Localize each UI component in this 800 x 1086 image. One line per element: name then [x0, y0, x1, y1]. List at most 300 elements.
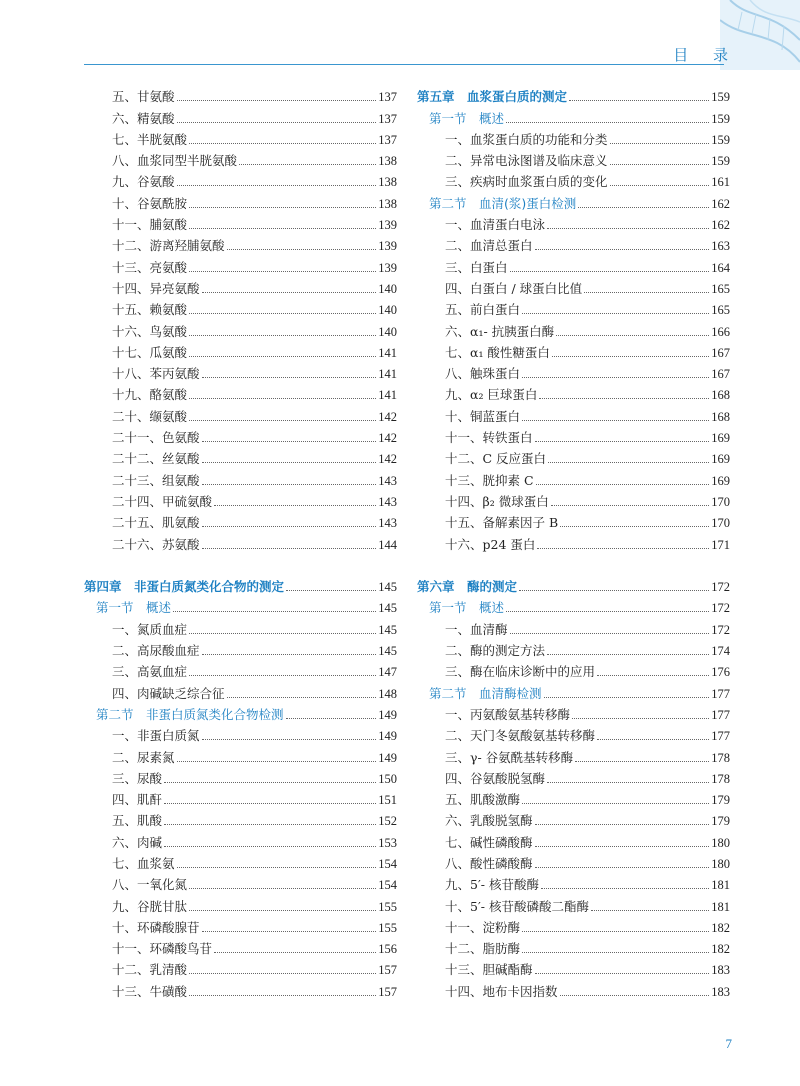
toc-item-row[interactable] [417, 616, 730, 637]
toc-page-number: 161 [711, 175, 730, 190]
toc-chapter-row[interactable] [84, 574, 397, 595]
toc-item-row[interactable] [417, 893, 730, 914]
toc-leader-dots [575, 761, 709, 762]
toc-item-row[interactable] [417, 297, 730, 318]
toc-page-number: 177 [711, 686, 730, 701]
toc-item-row[interactable] [84, 659, 397, 680]
toc-item-row[interactable] [84, 638, 397, 659]
toc-page-number: 167 [711, 345, 730, 360]
toc-leader-dots [227, 249, 377, 250]
toc-leader-dots [536, 484, 710, 485]
toc-entry-label: 十二、乳清酸 [112, 962, 188, 978]
toc-leader-dots [535, 249, 710, 250]
toc-leader-dots [572, 718, 709, 719]
toc-item-row[interactable] [84, 851, 397, 872]
toc-page-number: 183 [711, 984, 730, 999]
toc-entry-label: 一、丙氨酸氨基转移酶 [445, 706, 571, 722]
toc-leader-dots [202, 931, 377, 932]
toc-page-number: 168 [711, 409, 730, 424]
toc-entry-label: 九、α₂ 巨球蛋白 [445, 387, 538, 403]
toc-entry-label: 十九、酪氨酸 [112, 387, 188, 403]
toc-leader-dots [610, 143, 710, 144]
toc-item-row[interactable] [84, 127, 397, 148]
toc-leader-dots [189, 207, 376, 208]
toc-page-number: 179 [711, 814, 730, 829]
toc-entry-label: 四、肉碱缺乏综合征 [112, 685, 225, 701]
toc-page-number: 145 [378, 622, 397, 637]
toc-entry-label: 九、谷胱甘肽 [112, 898, 188, 914]
toc-page-number: 169 [711, 431, 730, 446]
toc-leader-dots [177, 867, 377, 868]
toc-leader-dots [286, 718, 377, 719]
toc-item-row[interactable] [84, 190, 397, 211]
toc-spacer [84, 553, 397, 574]
toc-page-number: 162 [711, 196, 730, 211]
toc-page-number: 155 [378, 899, 397, 914]
toc-leader-dots [214, 952, 376, 953]
toc-page-number: 152 [378, 814, 397, 829]
toc-leader-dots [569, 100, 709, 101]
toc-entry-label: 二十三、组氨酸 [112, 472, 200, 488]
toc-leader-dots [189, 888, 376, 889]
page-number: 7 [725, 1036, 732, 1051]
toc-leader-dots [202, 441, 377, 442]
toc-leader-dots [177, 761, 377, 762]
toc-item-row[interactable] [84, 425, 397, 446]
toc-leader-dots [547, 228, 709, 229]
toc-leader-dots [173, 611, 376, 612]
toc-page-number: 141 [378, 388, 397, 403]
toc-entry-label: 十四、异亮氨酸 [112, 280, 200, 296]
toc-entry-label: 三、酶在临床诊断中的应用 [445, 664, 596, 680]
toc-page-number: 145 [378, 601, 397, 616]
toc-leader-dots [286, 590, 376, 591]
toc-entry-label: 二十五、肌氨酸 [112, 515, 200, 531]
toc-item-row[interactable] [84, 787, 397, 808]
toc-item-row[interactable] [417, 978, 730, 999]
toc-page-number: 140 [378, 324, 397, 339]
toc-item-row[interactable] [84, 361, 397, 382]
toc-item-row[interactable] [417, 915, 730, 936]
toc-leader-dots [560, 995, 710, 996]
toc-page-number: 178 [711, 771, 730, 786]
toc-leader-dots [537, 548, 709, 549]
toc-item-row[interactable] [84, 276, 397, 297]
toc-item-row[interactable] [84, 531, 397, 552]
toc-item-row[interactable] [84, 446, 397, 467]
toc-entry-label: 八、触珠蛋白 [445, 366, 521, 382]
toc-item-row[interactable] [417, 702, 730, 723]
toc-item-row[interactable] [417, 212, 730, 233]
toc-page-number: 174 [711, 644, 730, 659]
toc-page-number: 137 [378, 90, 397, 105]
toc-page-number: 168 [711, 388, 730, 403]
toc-page-number: 172 [711, 601, 730, 616]
toc-item-row[interactable] [417, 318, 730, 339]
toc-page-number: 172 [711, 622, 730, 637]
toc-entry-label: 十八、苯丙氨酸 [112, 366, 200, 382]
toc-item-row[interactable] [84, 744, 397, 765]
toc-page-number: 164 [711, 260, 730, 275]
toc-leader-dots [202, 739, 377, 740]
toc-page-number: 139 [378, 239, 397, 254]
toc-page-number: 143 [378, 494, 397, 509]
toc-entry-label: 六、乳酸脱氢酶 [445, 813, 533, 829]
toc-entry-label: 二、天门冬氨酸氨基转移酶 [445, 728, 596, 744]
toc-leader-dots [539, 398, 709, 399]
toc-entry-label: 十三、牛磺酸 [112, 983, 188, 999]
toc-item-row[interactable] [417, 382, 730, 403]
toc-entry-label: 二十、缬氨酸 [112, 408, 188, 424]
toc-page-number: 145 [378, 580, 397, 595]
toc-leader-dots [177, 122, 377, 123]
toc-item-row[interactable] [417, 403, 730, 424]
toc-item-row[interactable] [417, 169, 730, 190]
toc-page-number: 181 [711, 899, 730, 914]
toc-page-number: 177 [711, 707, 730, 722]
toc-entry-label: 十一、环磷酸鸟苷 [112, 941, 213, 957]
toc-leader-dots [189, 910, 376, 911]
toc-page-number: 140 [378, 281, 397, 296]
toc-leader-dots [239, 164, 376, 165]
toc-entry-label: 六、精氨酸 [112, 110, 175, 126]
toc-entry-label: 三、尿酸 [112, 770, 163, 786]
toc-page-number: 142 [378, 452, 397, 467]
toc-entry-label: 十一、脯氨酸 [112, 217, 188, 233]
toc-item-row[interactable] [84, 148, 397, 169]
toc-leader-dots [189, 335, 376, 336]
toc-item-row[interactable] [417, 872, 730, 893]
toc-leader-dots [510, 633, 710, 634]
toc-entry-label: 十七、瓜氨酸 [112, 344, 188, 360]
toc-leader-dots [552, 356, 709, 357]
toc-page-number: 171 [711, 537, 730, 552]
toc-page-number: 169 [711, 473, 730, 488]
toc-item-row[interactable] [417, 340, 730, 361]
toc-item-row[interactable] [84, 957, 397, 978]
toc-entry-label: 一、血清酶 [445, 621, 508, 637]
toc-page-number: 137 [378, 132, 397, 147]
toc-entry-label: 二、异常电泳图谱及临床意义 [445, 153, 608, 169]
toc-entry-label: 第一节 概述 [96, 600, 172, 616]
toc-entry-label: 第一节 概述 [429, 600, 505, 616]
toc-item-row[interactable] [417, 510, 730, 531]
toc-item-row[interactable] [417, 808, 730, 829]
toc-leader-dots [522, 377, 709, 378]
toc-entry-label: 十二、C 反应蛋白 [445, 451, 547, 467]
toc-entry-label: 二十四、甲硫氨酸 [112, 493, 213, 509]
toc-entry-label: 十三、亮氨酸 [112, 259, 188, 275]
toc-page-number: 157 [378, 984, 397, 999]
toc-entry-label: 十三、胱抑素 C [445, 472, 534, 488]
toc-entry-label: 六、肉碱 [112, 834, 163, 850]
toc-page-number: 142 [378, 431, 397, 446]
toc-item-row[interactable] [417, 254, 730, 275]
toc-leader-dots [189, 271, 376, 272]
toc-entry-label: 十四、地布卡因指数 [445, 983, 558, 999]
toc-entry-label: 六、α₁- 抗胰蛋白酶 [445, 323, 555, 339]
toc-page-number: 138 [378, 154, 397, 169]
toc-entry-label: 九、5′- 核苷酸酶 [445, 877, 539, 893]
toc-entry-label: 一、氮质血症 [112, 621, 188, 637]
toc-leader-dots [522, 313, 709, 314]
toc-entry-label: 三、γ- 谷氨酰基转移酶 [445, 749, 574, 765]
toc-item-row[interactable] [417, 787, 730, 808]
toc-entry-label: 七、血浆氨 [112, 855, 175, 871]
toc-item-row[interactable] [84, 254, 397, 275]
toc-section-row[interactable] [417, 105, 730, 126]
toc-item-row[interactable] [84, 467, 397, 488]
running-header-title: 目 录 [673, 46, 738, 64]
toc-item-row[interactable] [84, 489, 397, 510]
toc-page-number: 179 [711, 793, 730, 808]
toc-leader-dots [164, 824, 376, 825]
toc-leader-dots [522, 420, 709, 421]
toc-page-number: 180 [711, 835, 730, 850]
toc-entry-label: 三、白蛋白 [445, 259, 508, 275]
toc-item-row[interactable] [417, 276, 730, 297]
toc-item-row[interactable] [417, 489, 730, 510]
toc-item-row[interactable] [84, 340, 397, 361]
toc-item-row[interactable] [84, 318, 397, 339]
toc-entry-label: 七、碱性磷酸酶 [445, 834, 533, 850]
toc-item-row[interactable] [417, 957, 730, 978]
toc-leader-dots [189, 313, 376, 314]
toc-entry-label: 十、谷氨酰胺 [112, 195, 188, 211]
toc-leader-dots [202, 484, 377, 485]
toc-entry-label: 十一、转铁蛋白 [445, 430, 533, 446]
toc-item-row[interactable] [84, 915, 397, 936]
toc-item-row[interactable] [84, 233, 397, 254]
toc-item-row[interactable] [417, 829, 730, 850]
toc-leader-dots [177, 185, 377, 186]
toc-item-row[interactable] [84, 212, 397, 233]
toc-page-number: 181 [711, 878, 730, 893]
toc-page-number: 145 [378, 644, 397, 659]
toc-entry-label: 八、酸性磷酸酶 [445, 855, 533, 871]
toc-entry-label: 七、半胱氨酸 [112, 131, 188, 147]
toc-entry-label: 二、高尿酸血症 [112, 643, 200, 659]
toc-entry-label: 五、肌酸激酶 [445, 792, 521, 808]
toc-page-number: 159 [711, 90, 730, 105]
toc-leader-dots [164, 782, 376, 783]
toc-entry-label: 第一节 概述 [429, 110, 505, 126]
toc-entry-label: 四、白蛋白 / 球蛋白比值 [445, 280, 583, 296]
toc-entry-label: 十二、脂肪酶 [445, 941, 521, 957]
toc-entry-label: 十五、赖氨酸 [112, 302, 188, 318]
toc-entry-label: 十六、p24 蛋白 [445, 536, 536, 552]
toc-page-number: 144 [378, 537, 397, 552]
toc-page-number: 162 [711, 218, 730, 233]
toc-leader-dots [189, 143, 376, 144]
toc-item-row[interactable] [417, 531, 730, 552]
toc-page-number: 147 [378, 665, 397, 680]
toc-leader-dots [164, 846, 376, 847]
toc-section-row[interactable] [417, 595, 730, 616]
toc-entry-label: 十二、游离羟脯氨酸 [112, 238, 225, 254]
toc-leader-dots [535, 441, 710, 442]
toc-item-row[interactable] [417, 446, 730, 467]
toc-leader-dots [578, 207, 709, 208]
toc-leader-dots [189, 420, 376, 421]
toc-item-row[interactable] [84, 403, 397, 424]
toc-page-number: 159 [711, 154, 730, 169]
toc-entry-label: 五、甘氨酸 [112, 89, 175, 105]
toc-page-number: 166 [711, 324, 730, 339]
toc-leader-dots [189, 398, 376, 399]
toc-page-number: 143 [378, 473, 397, 488]
toc-leader-dots [202, 548, 377, 549]
toc-entry-label: 十、5′- 核苷酸磷酸二酯酶 [445, 898, 589, 914]
toc-leader-dots [202, 654, 377, 655]
toc-item-row[interactable] [84, 723, 397, 744]
toc-entry-label: 三、高氨血症 [112, 664, 188, 680]
toc-leader-dots [522, 803, 709, 804]
toc-page-number: 149 [378, 707, 397, 722]
toc-page-number: 149 [378, 729, 397, 744]
toc-item-row[interactable] [417, 127, 730, 148]
toc-leader-dots [202, 292, 377, 293]
toc-leader-dots [551, 505, 710, 506]
toc-left-column [84, 84, 397, 1000]
toc-page-number: 159 [711, 132, 730, 147]
toc-leader-dots [164, 803, 376, 804]
toc-leader-dots [189, 633, 376, 634]
toc-entry-label: 十五、备解素因子 B [445, 515, 559, 531]
toc-entry-label: 十、环磷酸腺苷 [112, 919, 200, 935]
toc-item-row[interactable] [84, 297, 397, 318]
toc-item-row[interactable] [417, 851, 730, 872]
toc-page-number: 141 [378, 345, 397, 360]
toc-leader-dots [227, 697, 377, 698]
toc-item-row[interactable] [417, 638, 730, 659]
toc-item-row[interactable] [84, 829, 397, 850]
toc-entry-label: 十四、β₂ 微球蛋白 [445, 493, 549, 509]
toc-leader-dots [535, 867, 710, 868]
toc-page-number: 170 [711, 516, 730, 531]
toc-chapter-row[interactable] [417, 574, 730, 595]
toc-entry-label: 二、酶的测定方法 [445, 643, 546, 659]
toc-item-row[interactable] [84, 169, 397, 190]
toc-entry-label: 第四章 非蛋白质氮类化合物的测定 [84, 579, 285, 595]
toc-entry-label: 十一、淀粉酶 [445, 919, 521, 935]
toc-item-row[interactable] [84, 510, 397, 531]
toc-page-number: 154 [378, 878, 397, 893]
toc-leader-dots [584, 292, 709, 293]
toc-leader-dots [535, 973, 710, 974]
toc-leader-dots [202, 377, 377, 378]
toc-page-number: 138 [378, 175, 397, 190]
toc-entry-label: 第二节 血清(浆)蛋白检测 [429, 195, 577, 211]
toc-entry-label: 十三、胆碱酯酶 [445, 962, 533, 978]
toc-entry-label: 一、非蛋白质氮 [112, 728, 200, 744]
toc-page-number: 154 [378, 856, 397, 871]
toc-section-row[interactable] [84, 595, 397, 616]
toc-item-row[interactable] [417, 723, 730, 744]
toc-section-row[interactable] [84, 702, 397, 723]
toc-section-row[interactable] [417, 680, 730, 701]
toc-page-number: 182 [711, 920, 730, 935]
toc-page-number: 138 [378, 196, 397, 211]
toc-item-row[interactable] [417, 361, 730, 382]
toc-page-number: 165 [711, 281, 730, 296]
toc-page-number: 170 [711, 494, 730, 509]
toc-entry-label: 八、一氧化氮 [112, 877, 188, 893]
toc-page-number: 176 [711, 665, 730, 680]
toc-page-number: 172 [711, 580, 730, 595]
toc-entry-label: 四、肌酐 [112, 792, 163, 808]
toc-item-row[interactable] [84, 766, 397, 787]
toc-item-row[interactable] [84, 872, 397, 893]
toc-leader-dots [522, 952, 709, 953]
toc-page-number: 143 [378, 516, 397, 531]
toc-entry-label: 七、α₁ 酸性糖蛋白 [445, 344, 550, 360]
toc-entry-label: 二、血清总蛋白 [445, 238, 533, 254]
toc-item-row[interactable] [84, 616, 397, 637]
toc-item-row[interactable] [417, 936, 730, 957]
header-rule [84, 64, 724, 65]
toc-item-row[interactable] [417, 467, 730, 488]
toc-page-number: 142 [378, 409, 397, 424]
toc-leader-dots [189, 995, 376, 996]
toc-section-row[interactable] [417, 190, 730, 211]
toc-item-row[interactable] [417, 233, 730, 254]
toc-item-row[interactable] [417, 744, 730, 765]
toc-entry-label: 一、血清蛋白电泳 [445, 217, 546, 233]
toc-entry-label: 第二节 血清酶检测 [429, 685, 542, 701]
toc-chapter-row[interactable] [417, 84, 730, 105]
toc-item-row[interactable] [84, 680, 397, 701]
toc-page-number: 137 [378, 111, 397, 126]
toc-leader-dots [610, 164, 710, 165]
toc-leader-dots [177, 100, 377, 101]
toc-leader-dots [522, 931, 709, 932]
toc-page-number: 159 [711, 111, 730, 126]
toc-page-number: 178 [711, 750, 730, 765]
toc-item-row[interactable] [84, 808, 397, 829]
toc-item-row[interactable] [84, 936, 397, 957]
toc-leader-dots [535, 846, 710, 847]
toc-page-number: 183 [711, 963, 730, 978]
toc-entry-label: 四、谷氨酸脱氢酶 [445, 770, 546, 786]
toc-page-number: 139 [378, 218, 397, 233]
toc-leader-dots [189, 973, 376, 974]
toc-entry-label: 二十一、色氨酸 [112, 430, 200, 446]
toc-item-row[interactable] [84, 978, 397, 999]
toc-page-number: 150 [378, 771, 397, 786]
toc-leader-dots [541, 888, 709, 889]
toc-entry-label: 五、肌酸 [112, 813, 163, 829]
toc-item-row[interactable] [84, 105, 397, 126]
toc-item-row[interactable] [417, 148, 730, 169]
toc-page-number: 156 [378, 942, 397, 957]
toc-page-number: 151 [378, 793, 397, 808]
toc-spacer [417, 553, 730, 574]
toc-entry-label: 九、谷氨酸 [112, 174, 175, 190]
toc-item-row[interactable] [84, 893, 397, 914]
toc-item-row[interactable] [417, 766, 730, 787]
toc-leader-dots [519, 590, 709, 591]
toc-item-row[interactable] [84, 382, 397, 403]
toc-entry-label: 三、疾病时血浆蛋白质的变化 [445, 174, 608, 190]
toc-page-number: 167 [711, 367, 730, 382]
toc-item-row[interactable] [84, 84, 397, 105]
toc-leader-dots [591, 910, 709, 911]
toc-item-row[interactable] [417, 425, 730, 446]
toc-right-column [417, 84, 730, 1000]
toc-leader-dots [556, 335, 709, 336]
toc-item-row[interactable] [417, 659, 730, 680]
